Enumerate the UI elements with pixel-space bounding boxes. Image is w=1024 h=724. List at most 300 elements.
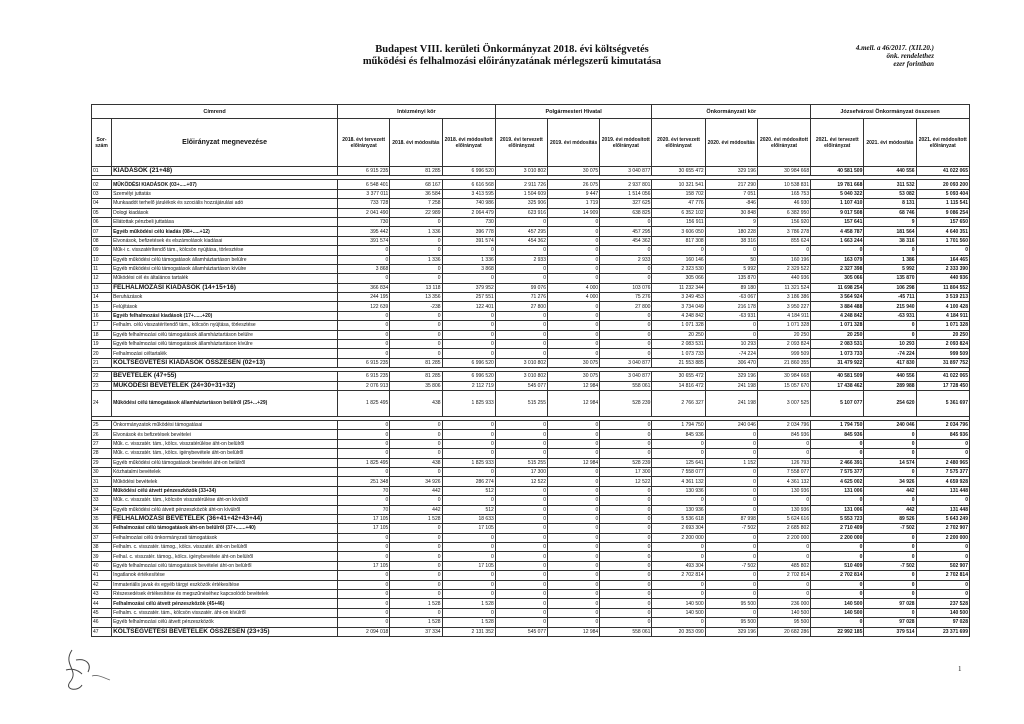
value-cell: 12 984: [548, 381, 600, 390]
value-cell: 22 992 185: [811, 627, 864, 636]
row-number: 09: [92, 246, 112, 255]
value-cell: 0: [548, 217, 600, 226]
value-cell: 0: [705, 590, 757, 599]
value-cell: 454 362: [495, 236, 547, 245]
value-cell: 0: [600, 340, 652, 349]
value-cell: 0: [600, 533, 652, 542]
value-cell: 1 336: [442, 255, 495, 264]
value-cell: 305 066: [652, 274, 705, 283]
value-cell: 99 076: [495, 283, 547, 292]
value-cell: 40 581 509: [811, 167, 864, 176]
value-cell: 1 073 733: [811, 349, 864, 358]
value-cell: 0: [548, 311, 600, 320]
row-number: 21: [92, 358, 112, 367]
row-label: Ellátottak pénzbeli juttatása: [112, 217, 338, 226]
value-cell: 0: [652, 246, 705, 255]
value-cell: 20 250: [757, 330, 810, 339]
value-cell: 0: [864, 543, 916, 552]
value-cell: 2 083 531: [811, 340, 864, 349]
row-label: Elvonások, befizetések és elszámolások kiadásai: [112, 236, 338, 245]
value-cell: 251 348: [338, 477, 390, 486]
value-cell: 0: [390, 543, 442, 552]
table-row: [92, 524, 970, 533]
value-cell: 0: [916, 246, 969, 255]
value-cell: 2 076 913: [338, 381, 390, 390]
value-cell: 0: [600, 264, 652, 273]
value-cell: 89 526: [864, 514, 916, 523]
row-number: 25: [92, 420, 112, 429]
row-label: Felhal. c. visszatér. támog., kölcs. igénybevétele áht-on belülről: [112, 552, 338, 561]
row-number: 44: [92, 599, 112, 608]
value-cell: 0: [338, 599, 390, 608]
value-cell: 3 786 278: [757, 227, 810, 236]
value-cell: 0: [811, 439, 864, 448]
value-cell: 0: [864, 439, 916, 448]
value-cell: 311 532: [864, 180, 916, 189]
value-cell: 0: [390, 264, 442, 273]
value-cell: 0: [442, 321, 495, 330]
value-cell: 0: [864, 330, 916, 339]
value-cell: 4 184 911: [757, 311, 810, 320]
value-cell: 0: [442, 590, 495, 599]
value-cell: 0: [495, 486, 547, 495]
value-cell: 366 834: [338, 283, 390, 292]
value-cell: 2 200 000: [916, 533, 969, 542]
value-cell: 0: [705, 580, 757, 589]
value-cell: 2 041 490: [338, 208, 390, 217]
value-cell: 17 105: [442, 561, 495, 570]
row-number: 30: [92, 467, 112, 476]
value-cell: 0: [338, 552, 390, 561]
row-label: Közhatalmi bevételek: [112, 467, 338, 476]
value-cell: 26 075: [548, 180, 600, 189]
value-cell: 0: [442, 430, 495, 439]
col-header: 2020. évi módosított előirányzat: [757, 119, 810, 167]
value-cell: 36 584: [390, 189, 442, 198]
value-cell: 46 930: [757, 199, 810, 208]
value-cell: 0: [495, 246, 547, 255]
value-cell: 0: [811, 496, 864, 505]
value-cell: 0: [390, 340, 442, 349]
row-number: 14: [92, 293, 112, 302]
col-header: 2019. évi módosított előirányzat: [600, 119, 652, 167]
table-row: [92, 321, 970, 330]
value-cell: 845 936: [916, 430, 969, 439]
value-cell: 9: [705, 217, 757, 226]
value-cell: 438: [390, 458, 442, 467]
value-cell: 17 728 450: [916, 381, 969, 390]
value-cell: 3 010 802: [495, 167, 547, 176]
value-cell: 0: [442, 420, 495, 429]
value-cell: 18 633: [442, 514, 495, 523]
value-cell: 0: [705, 439, 757, 448]
value-cell: 40 581 509: [811, 372, 864, 381]
value-cell: 22 989: [390, 208, 442, 217]
table-row: [92, 274, 970, 283]
value-cell: 740 986: [442, 199, 495, 208]
value-cell: 0: [864, 608, 916, 617]
row-label: Egyéb felhalmozási célú támogatások bevételei áht-on belülről: [112, 561, 338, 570]
value-cell: 0: [442, 543, 495, 552]
value-cell: 6 996 520: [442, 358, 495, 367]
col-header: 2018. évi tervezett előirányzat: [338, 119, 390, 167]
value-cell: 17 105: [338, 561, 390, 570]
page-number: 1: [958, 665, 962, 673]
value-cell: 442: [390, 505, 442, 514]
value-cell: 0: [548, 430, 600, 439]
value-cell: 126 793: [757, 458, 810, 467]
value-cell: 0: [338, 439, 390, 448]
value-cell: 106 298: [864, 283, 916, 292]
value-cell: 6 382 950: [757, 208, 810, 217]
value-cell: 5 107 077: [811, 390, 864, 416]
value-cell: 0: [495, 349, 547, 358]
col-header: 2020. évi módosítás: [705, 119, 757, 167]
title-line-2: működési és felhalmozási előirányzatának mérlegszerű kimutatása: [362, 56, 662, 67]
value-cell: 0: [811, 618, 864, 627]
value-cell: 17 300: [495, 467, 547, 476]
value-cell: 81 285: [390, 372, 442, 381]
value-cell: 0: [548, 340, 600, 349]
value-cell: 0: [705, 533, 757, 542]
value-cell: 1 701 560: [916, 236, 969, 245]
value-cell: 0: [652, 590, 705, 599]
row-number: 42: [92, 580, 112, 589]
value-cell: 0: [811, 449, 864, 458]
value-cell: 0: [548, 486, 600, 495]
value-cell: 12 522: [600, 477, 652, 486]
row-number: 33: [92, 496, 112, 505]
value-cell: 140 500: [652, 608, 705, 617]
value-cell: 0: [548, 524, 600, 533]
value-cell: 1 071 328: [916, 321, 969, 330]
value-cell: 0: [600, 571, 652, 580]
row-number: 27: [92, 439, 112, 448]
value-cell: 1 336: [390, 227, 442, 236]
row-label: Egyéb működési célú kiadás (08+.....+12): [112, 227, 338, 236]
row-number: 46: [92, 618, 112, 627]
row-number: 03: [92, 189, 112, 198]
value-cell: 0: [495, 514, 547, 523]
value-cell: 0: [652, 618, 705, 627]
value-cell: 0: [442, 274, 495, 283]
value-cell: 140 500: [811, 599, 864, 608]
value-cell: 0: [495, 274, 547, 283]
row-label: Felhalm. c. visszatér. támog., kölcs. visszatér. áht-on belülről: [112, 543, 338, 552]
row-label: Műk. c. visszatér. tám., kölcsön visszatérülése áht-on kívülről: [112, 496, 338, 505]
row-label: KIADÁSOK (21+48): [112, 167, 338, 176]
value-cell: 0: [338, 449, 390, 458]
value-cell: 87 998: [705, 514, 757, 523]
value-cell: 34 926: [864, 477, 916, 486]
row-label: KÖLTSÉGVETÉSI BEVÉTELEK ÖSSZESEN (23+35): [112, 627, 338, 636]
value-cell: -74 224: [864, 349, 916, 358]
value-cell: -45 711: [864, 293, 916, 302]
table-row: [92, 430, 970, 439]
value-cell: 327 625: [600, 199, 652, 208]
row-label: Felhalmozási célú támogatások áht-on belülről (37+.......+40): [112, 524, 338, 533]
row-number: 02: [92, 180, 112, 189]
value-cell: 1 071 328: [652, 321, 705, 330]
table-row: [92, 246, 970, 255]
value-cell: 140 500: [916, 608, 969, 617]
value-cell: 0: [390, 580, 442, 589]
value-cell: 0: [600, 486, 652, 495]
value-cell: 156 911: [652, 217, 705, 226]
row-number: 37: [92, 533, 112, 542]
row-label: BEVÉTELEK (47+55): [112, 372, 338, 381]
table-row: [92, 618, 970, 627]
row-label: Felhalm. c. visszatér. tám., kölcsön visszatér. áht-on kívülről: [112, 608, 338, 617]
value-cell: 0: [916, 543, 969, 552]
value-cell: 9 447: [548, 189, 600, 198]
value-cell: 0: [338, 496, 390, 505]
value-cell: 0: [864, 580, 916, 589]
value-cell: 97 028: [916, 618, 969, 627]
value-cell: 0: [705, 449, 757, 458]
value-cell: 217 290: [705, 180, 757, 189]
row-label: Dologi kiadások: [112, 208, 338, 217]
row-label: Egyéb működési célú átvett pénzeszközök áht-on kívülről: [112, 505, 338, 514]
table-row: [92, 283, 970, 292]
value-cell: 0: [916, 552, 969, 561]
value-cell: 0: [548, 246, 600, 255]
group-onkormanyzati: Önkormányzati kör: [652, 105, 811, 119]
value-cell: 0: [548, 590, 600, 599]
value-cell: 97 028: [864, 599, 916, 608]
value-cell: 1 514 056: [600, 189, 652, 198]
value-cell: 0: [338, 533, 390, 542]
row-number: 41: [92, 571, 112, 580]
value-cell: 395 442: [338, 227, 390, 236]
value-cell: 1 794 750: [811, 420, 864, 429]
value-cell: 0: [916, 580, 969, 589]
table-row: [92, 167, 970, 176]
col-header: 2019. évi módosítás: [548, 119, 600, 167]
value-cell: 0: [548, 477, 600, 486]
value-cell: 0: [390, 439, 442, 448]
table-row: [92, 349, 970, 358]
value-cell: 0: [442, 533, 495, 542]
value-cell: 2 937 801: [600, 180, 652, 189]
value-cell: 0: [390, 449, 442, 458]
value-cell: 0: [495, 505, 547, 514]
value-cell: 41 022 065: [916, 372, 969, 381]
value-cell: 0: [390, 590, 442, 599]
row-number: 22: [92, 372, 112, 381]
value-cell: 0: [495, 449, 547, 458]
value-cell: 135 870: [705, 274, 757, 283]
value-cell: 2 034 796: [757, 420, 810, 429]
value-cell: 2 766 327: [652, 390, 705, 416]
value-cell: 0: [338, 590, 390, 599]
value-cell: 23 371 699: [916, 627, 969, 636]
table-row: [92, 599, 970, 608]
value-cell: 379 514: [864, 627, 916, 636]
value-cell: 0: [548, 571, 600, 580]
value-cell: 1 719: [548, 199, 600, 208]
value-cell: 95 500: [757, 618, 810, 627]
value-cell: 528 239: [600, 390, 652, 416]
value-cell: 0: [338, 246, 390, 255]
value-cell: 0: [757, 246, 810, 255]
value-cell: 3 186 386: [757, 293, 810, 302]
value-cell: 0: [757, 543, 810, 552]
value-cell: 638 825: [600, 208, 652, 217]
table-row: [92, 552, 970, 561]
value-cell: 817 308: [652, 236, 705, 245]
value-cell: 38 316: [864, 236, 916, 245]
value-cell: 2 702 814: [916, 571, 969, 580]
value-cell: 0: [442, 311, 495, 320]
value-cell: 0: [652, 449, 705, 458]
value-cell: 0: [442, 496, 495, 505]
value-cell: 0: [548, 302, 600, 311]
row-label: FELHALMOZÁSI BEVÉTELEK (36+41+42+43+44): [112, 514, 338, 523]
row-label: Egyéb működési célú támogatások bevételei áht-on belülről: [112, 458, 338, 467]
value-cell: 0: [548, 533, 600, 542]
row-number: 35: [92, 514, 112, 523]
value-cell: 19 781 668: [811, 180, 864, 189]
value-cell: 140 500: [757, 608, 810, 617]
title-line-1: Budapest VIII. kerületi Önkormányzat 2018. évi költségvetés: [375, 44, 649, 55]
value-cell: 31 479 922: [811, 358, 864, 367]
value-cell: 0: [442, 439, 495, 448]
value-cell: 17 438 462: [811, 381, 864, 390]
value-cell: 454 362: [600, 236, 652, 245]
row-number: 15: [92, 302, 112, 311]
value-cell: 0: [495, 264, 547, 273]
value-cell: 1 825 495: [338, 458, 390, 467]
value-cell: 0: [757, 552, 810, 561]
row-label: Működési célú támogatások államháztartáson belülről (25+...+29): [112, 390, 338, 416]
value-cell: 241 198: [705, 381, 757, 390]
value-cell: 0: [495, 439, 547, 448]
value-cell: 4 184 911: [916, 311, 969, 320]
value-cell: 95 500: [705, 618, 757, 627]
value-cell: 0: [705, 608, 757, 617]
value-cell: 0: [864, 246, 916, 255]
value-cell: 0: [757, 439, 810, 448]
col-header: 2021. évi tervezett előirányzat: [811, 119, 864, 167]
table-row: [92, 372, 970, 381]
value-cell: 3 377 011: [338, 189, 390, 198]
ref-line-2: önk. rendelethez: [886, 52, 934, 60]
row-number: 47: [92, 627, 112, 636]
value-cell: 0: [600, 514, 652, 523]
value-cell: 545 077: [495, 627, 547, 636]
value-cell: 0: [390, 533, 442, 542]
row-number: 12: [92, 274, 112, 283]
table-row: [92, 608, 970, 617]
value-cell: 623 916: [495, 208, 547, 217]
value-cell: 0: [495, 311, 547, 320]
value-cell: 1 528: [442, 599, 495, 608]
row-label: Egyéb működési célú támogatások államháztartáson kívülre: [112, 264, 338, 273]
row-number: 34: [92, 505, 112, 514]
table-row: [92, 496, 970, 505]
value-cell: 6 548 401: [338, 180, 390, 189]
table-body: [92, 167, 970, 637]
value-cell: 3 010 802: [495, 358, 547, 367]
value-cell: 244 195: [338, 293, 390, 302]
value-cell: 11 232 344: [652, 283, 705, 292]
value-cell: 2 933: [600, 255, 652, 264]
value-cell: 0: [811, 246, 864, 255]
value-cell: 2 466 391: [811, 458, 864, 467]
value-cell: 0: [705, 330, 757, 339]
value-cell: 391 574: [338, 236, 390, 245]
row-number: 23: [92, 381, 112, 390]
value-cell: 0: [390, 217, 442, 226]
value-cell: 165 753: [757, 189, 810, 198]
value-cell: 2 323 530: [652, 264, 705, 273]
value-cell: 1 336: [390, 255, 442, 264]
value-cell: 20 250: [916, 330, 969, 339]
value-cell: 1 528: [390, 514, 442, 523]
value-cell: 6 915 235: [338, 358, 390, 367]
row-label: Felhalmozási céltartalék: [112, 349, 338, 358]
value-cell: 2 093 824: [916, 340, 969, 349]
value-cell: 438: [390, 390, 442, 416]
value-cell: 0: [338, 255, 390, 264]
row-label: Személyi juttatás: [112, 189, 338, 198]
value-cell: 0: [548, 514, 600, 523]
value-cell: 81 285: [390, 167, 442, 176]
row-label: Egyéb működési célú támogatások államháztartáson belülre: [112, 255, 338, 264]
value-cell: 0: [811, 552, 864, 561]
value-cell: 1 071 328: [811, 321, 864, 330]
value-cell: 3 519 213: [916, 293, 969, 302]
value-cell: 1 073 733: [652, 349, 705, 358]
value-cell: 9 017 508: [811, 208, 864, 217]
table-row: [92, 311, 970, 320]
value-cell: 0: [757, 590, 810, 599]
value-cell: -7 502: [864, 561, 916, 570]
value-cell: 4 248 842: [811, 311, 864, 320]
row-label: Felhalmozási célú átvett pénzeszközök (45+46): [112, 599, 338, 608]
value-cell: 0: [600, 580, 652, 589]
value-cell: 0: [442, 552, 495, 561]
value-cell: 0: [442, 449, 495, 458]
value-cell: 1 528: [442, 618, 495, 627]
value-cell: 5 040 322: [811, 189, 864, 198]
value-cell: 3 606 050: [652, 227, 705, 236]
value-cell: 5 361 697: [916, 390, 969, 416]
value-cell: 103 076: [600, 283, 652, 292]
value-cell: 440 556: [864, 167, 916, 176]
value-cell: 325 906: [495, 199, 547, 208]
value-cell: 512: [442, 505, 495, 514]
row-number: 11: [92, 264, 112, 273]
value-cell: 0: [548, 330, 600, 339]
value-cell: 0: [442, 608, 495, 617]
table-row: [92, 590, 970, 599]
value-cell: 131 006: [811, 486, 864, 495]
group-cimrend: Címrend: [92, 105, 338, 119]
value-cell: 0: [916, 449, 969, 458]
value-cell: 0: [495, 590, 547, 599]
table-row: [92, 264, 970, 273]
value-cell: 240 046: [705, 420, 757, 429]
value-cell: 0: [600, 217, 652, 226]
table-row: [92, 580, 970, 589]
row-label: Felhalm. célú visszatérítendő tám., kölcsön nyújtása, törlesztése: [112, 321, 338, 330]
col-sorszam: Sor-szám: [92, 119, 112, 167]
value-cell: 34 926: [390, 477, 442, 486]
row-label: Egyéb felhalmozási célú átvett pénzeszközök: [112, 618, 338, 627]
value-cell: 0: [495, 618, 547, 627]
